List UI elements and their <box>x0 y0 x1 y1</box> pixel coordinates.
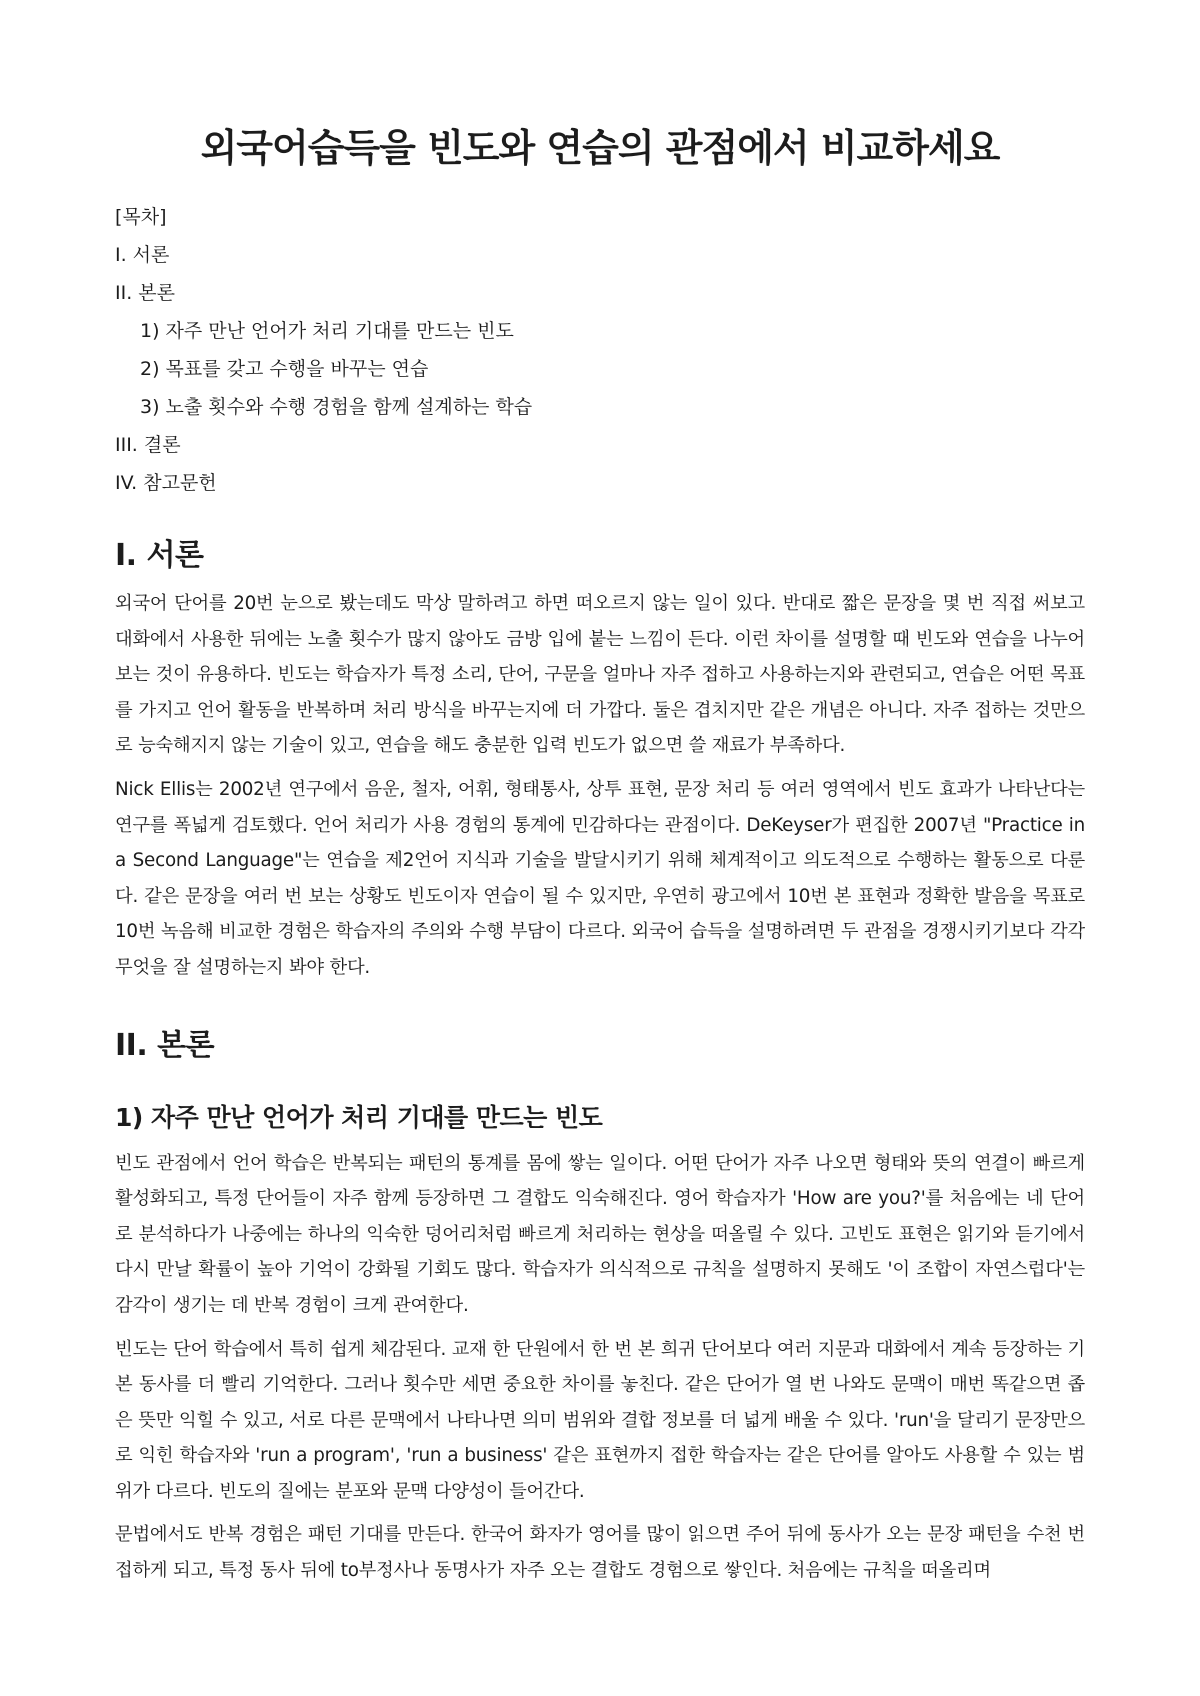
document-title: 외국어습득을 빈도와 연습의 관점에서 비교하세요 <box>200 126 1000 170</box>
subsection-heading-frequency: 1) 자주 만난 언어가 처리 기대를 만드는 빈도 <box>115 1102 603 1132</box>
toc-item: III. 결론 <box>115 434 181 456</box>
paragraph: 빈도는 단어 학습에서 특히 쉽게 체감된다. 교재 한 단원에서 한 번 본 희귀 단어보다 여러 지문과 대화에서 계속 등장하는 기본 동사를 더 빨리 기억한다. 그러나 횟수만 세면 중요한 차이를 놓친다. 같은 단어가 열 번 나와도 문맥이 매번 똑같으면 좁은 뜻만 익힐 수 있고, 서로 다른 문맥에서 나타나면 의미 범위와 결합 정보를 더 넓게 배울 수 있다. 'run'을 달리기 문장만으로 익힌 학습자와 'run a program', 'run a business' 같은 표현까지 접한 학습자는 같은 단어를 알아도 사용할 수 있는 범위가 다르다. 빈도의 질에는 분포와 문맥 다양성이 들어간다. <box>115 1338 1085 1502</box>
toc-item: I. 서론 <box>115 244 170 266</box>
toc-subitem: 1) 자주 만난 언어가 처리 기대를 만드는 빈도 <box>140 320 514 342</box>
toc-heading: [목차] <box>115 206 167 228</box>
section-heading-intro: I. 서론 <box>115 538 204 573</box>
table-of-contents <box>115 198 1085 502</box>
paragraph: 빈도 관점에서 언어 학습은 반복되는 패턴의 통계를 몸에 쌓는 일이다. 어떤 단어가 자주 나오면 형태와 뜻의 연결이 빠르게 활성화되고, 특정 단어들이 자주 함께 등장하면 그 결합도 익숙해진다. 영어 학습자가 'How are you?'를 처음에는 네 단어로 분석하다가 나중에는 하나의 익숙한 덩어리처럼 빠르게 처리하는 현상을 떠올릴 수 있다. 고빈도 표현은 읽기와 듣기에서 다시 만날 확률이 높아 기억이 강화될 기회도 많다. 학습자가 의식적으로 규칙을 설명하지 못해도 '이 조합이 자연스럽다'는 감각이 생기는 데 반복 경험이 크게 관여한다. <box>115 1152 1085 1316</box>
section-heading-body: II. 본론 <box>115 1027 215 1063</box>
toc-item: II. 본론 <box>115 282 175 304</box>
toc-subitem: 3) 노출 횟수와 수행 경험을 함께 설계하는 학습 <box>140 396 533 418</box>
toc-subitem: 2) 목표를 갖고 수행을 바꾸는 연습 <box>140 358 429 380</box>
toc-item: IV. 참고문헌 <box>115 472 217 494</box>
paragraph: 문법에서도 반복 경험은 패턴 기대를 만든다. 한국어 화자가 영어를 많이 읽으면 주어 뒤에 동사가 오는 문장 패턴을 수천 번 접하게 되고, 특정 동사 뒤에 to부정사나 동명사가 자주 오는 결합도 경험으로 쌓인다. 처음에는 규칙을 떠올리며 <box>115 1524 1085 1582</box>
paragraph: Nick Ellis는 2002년 연구에서 음운, 철자, 어휘, 형태통사, 상투 표현, 문장 처리 등 여러 영역에서 빈도 효과가 나타난다는 연구를 폭넓게 검토했다. 언어 처리가 사용 경험의 통계에 민감하다는 관점이다. DeKeyser가 편집한 2007년 "Practice in a Second Language"는 연습을 제2언어 지식과 기술을 발달시키기 위해 체계적이고 의도적으로 수행하는 활동으로 다룬다. 같은 문장을 여러 번 보는 상황도 빈도이자 연습이 될 수 있지만, 우연히 광고에서 10번 본 표현과 정확한 발음을 목표로 10번 녹음해 비교한 경험은 학습자의 주의와 수행 부담이 다르다. 외국어 습득을 설명하려면 두 관점을 경쟁시키기보다 각각 무엇을 잘 설명하는지 봐야 한다. <box>115 778 1085 978</box>
paragraph: 외국어 단어를 20번 눈으로 봤는데도 막상 말하려고 하면 떠오르지 않는 일이 있다. 반대로 짧은 문장을 몇 번 직접 써보고 대화에서 사용한 뒤에는 노출 횟수가 많지 않아도 금방 입에 붙는 느낌이 든다. 이런 차이를 설명할 때 빈도와 연습을 나누어 보는 것이 유용하다. 빈도는 학습자가 특정 소리, 단어, 구문을 얼마나 자주 접하고 사용하는지와 관련되고, 연습은 어떤 목표를 가지고 언어 활동을 반복하며 처리 방식을 바꾸는지에 더 가깝다. 둘은 겹치지만 같은 개념은 아니다. 자주 접하는 것만으로 능숙해지지 않는 기술이 있고, 연습을 해도 충분한 입력 빈도가 없으면 쓸 재료가 부족하다. <box>115 593 1085 757</box>
